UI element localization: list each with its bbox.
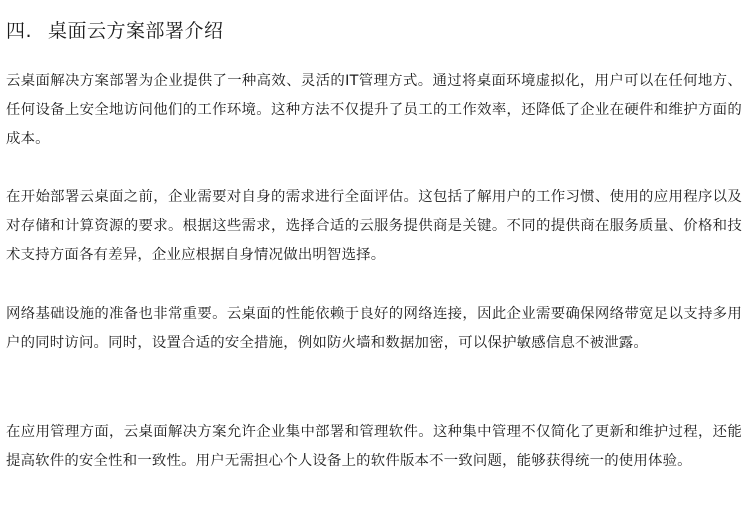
paragraph-overview: 云桌面解决方案部署为企业提供了一种高效、灵活的IT管理方式。通过将桌面环境虚拟化，用户可以在任何地方、任何设备上安全地访问他们的工作环境。这种方法不仅提升了员工的工作效率，还降低了企业在硬件和维护方面的成本。 (6, 73, 742, 147)
section-title: 桌面云方案部署介绍 (48, 20, 224, 42)
section-number: 四. (6, 20, 33, 42)
section-heading (6, 0, 742, 48)
paragraph-app-management: 在应用管理方面，云桌面解决方案允许企业集中部署和管理软件。这种集中管理不仅简化了更新和维护过程，还能提高软件的安全性和一致性。用户无需担心个人设备上的软件版本不一致问题，能够获得统一的使用体验。 (6, 424, 742, 469)
paragraph-network: 网络基础设施的准备也非常重要。云桌面的性能依赖于良好的网络连接，因此企业需要确保网络带宽足以支持多用户的同时访问。同时，设置合适的安全措施，例如防火墙和数据加密，可以保护敏感信息不被泄露。 (6, 306, 742, 351)
paragraph-assessment: 在开始部署云桌面之前，企业需要对自身的需求进行全面评估。这包括了解用户的工作习惯、使用的应用程序以及对存储和计算资源的要求。根据这些需求，选择合适的云服务提供商是关键。不同的提供商在服务质量、价格和技术支持方面各有差异，企业应根据自身情况做出明智选择。 (6, 189, 742, 263)
